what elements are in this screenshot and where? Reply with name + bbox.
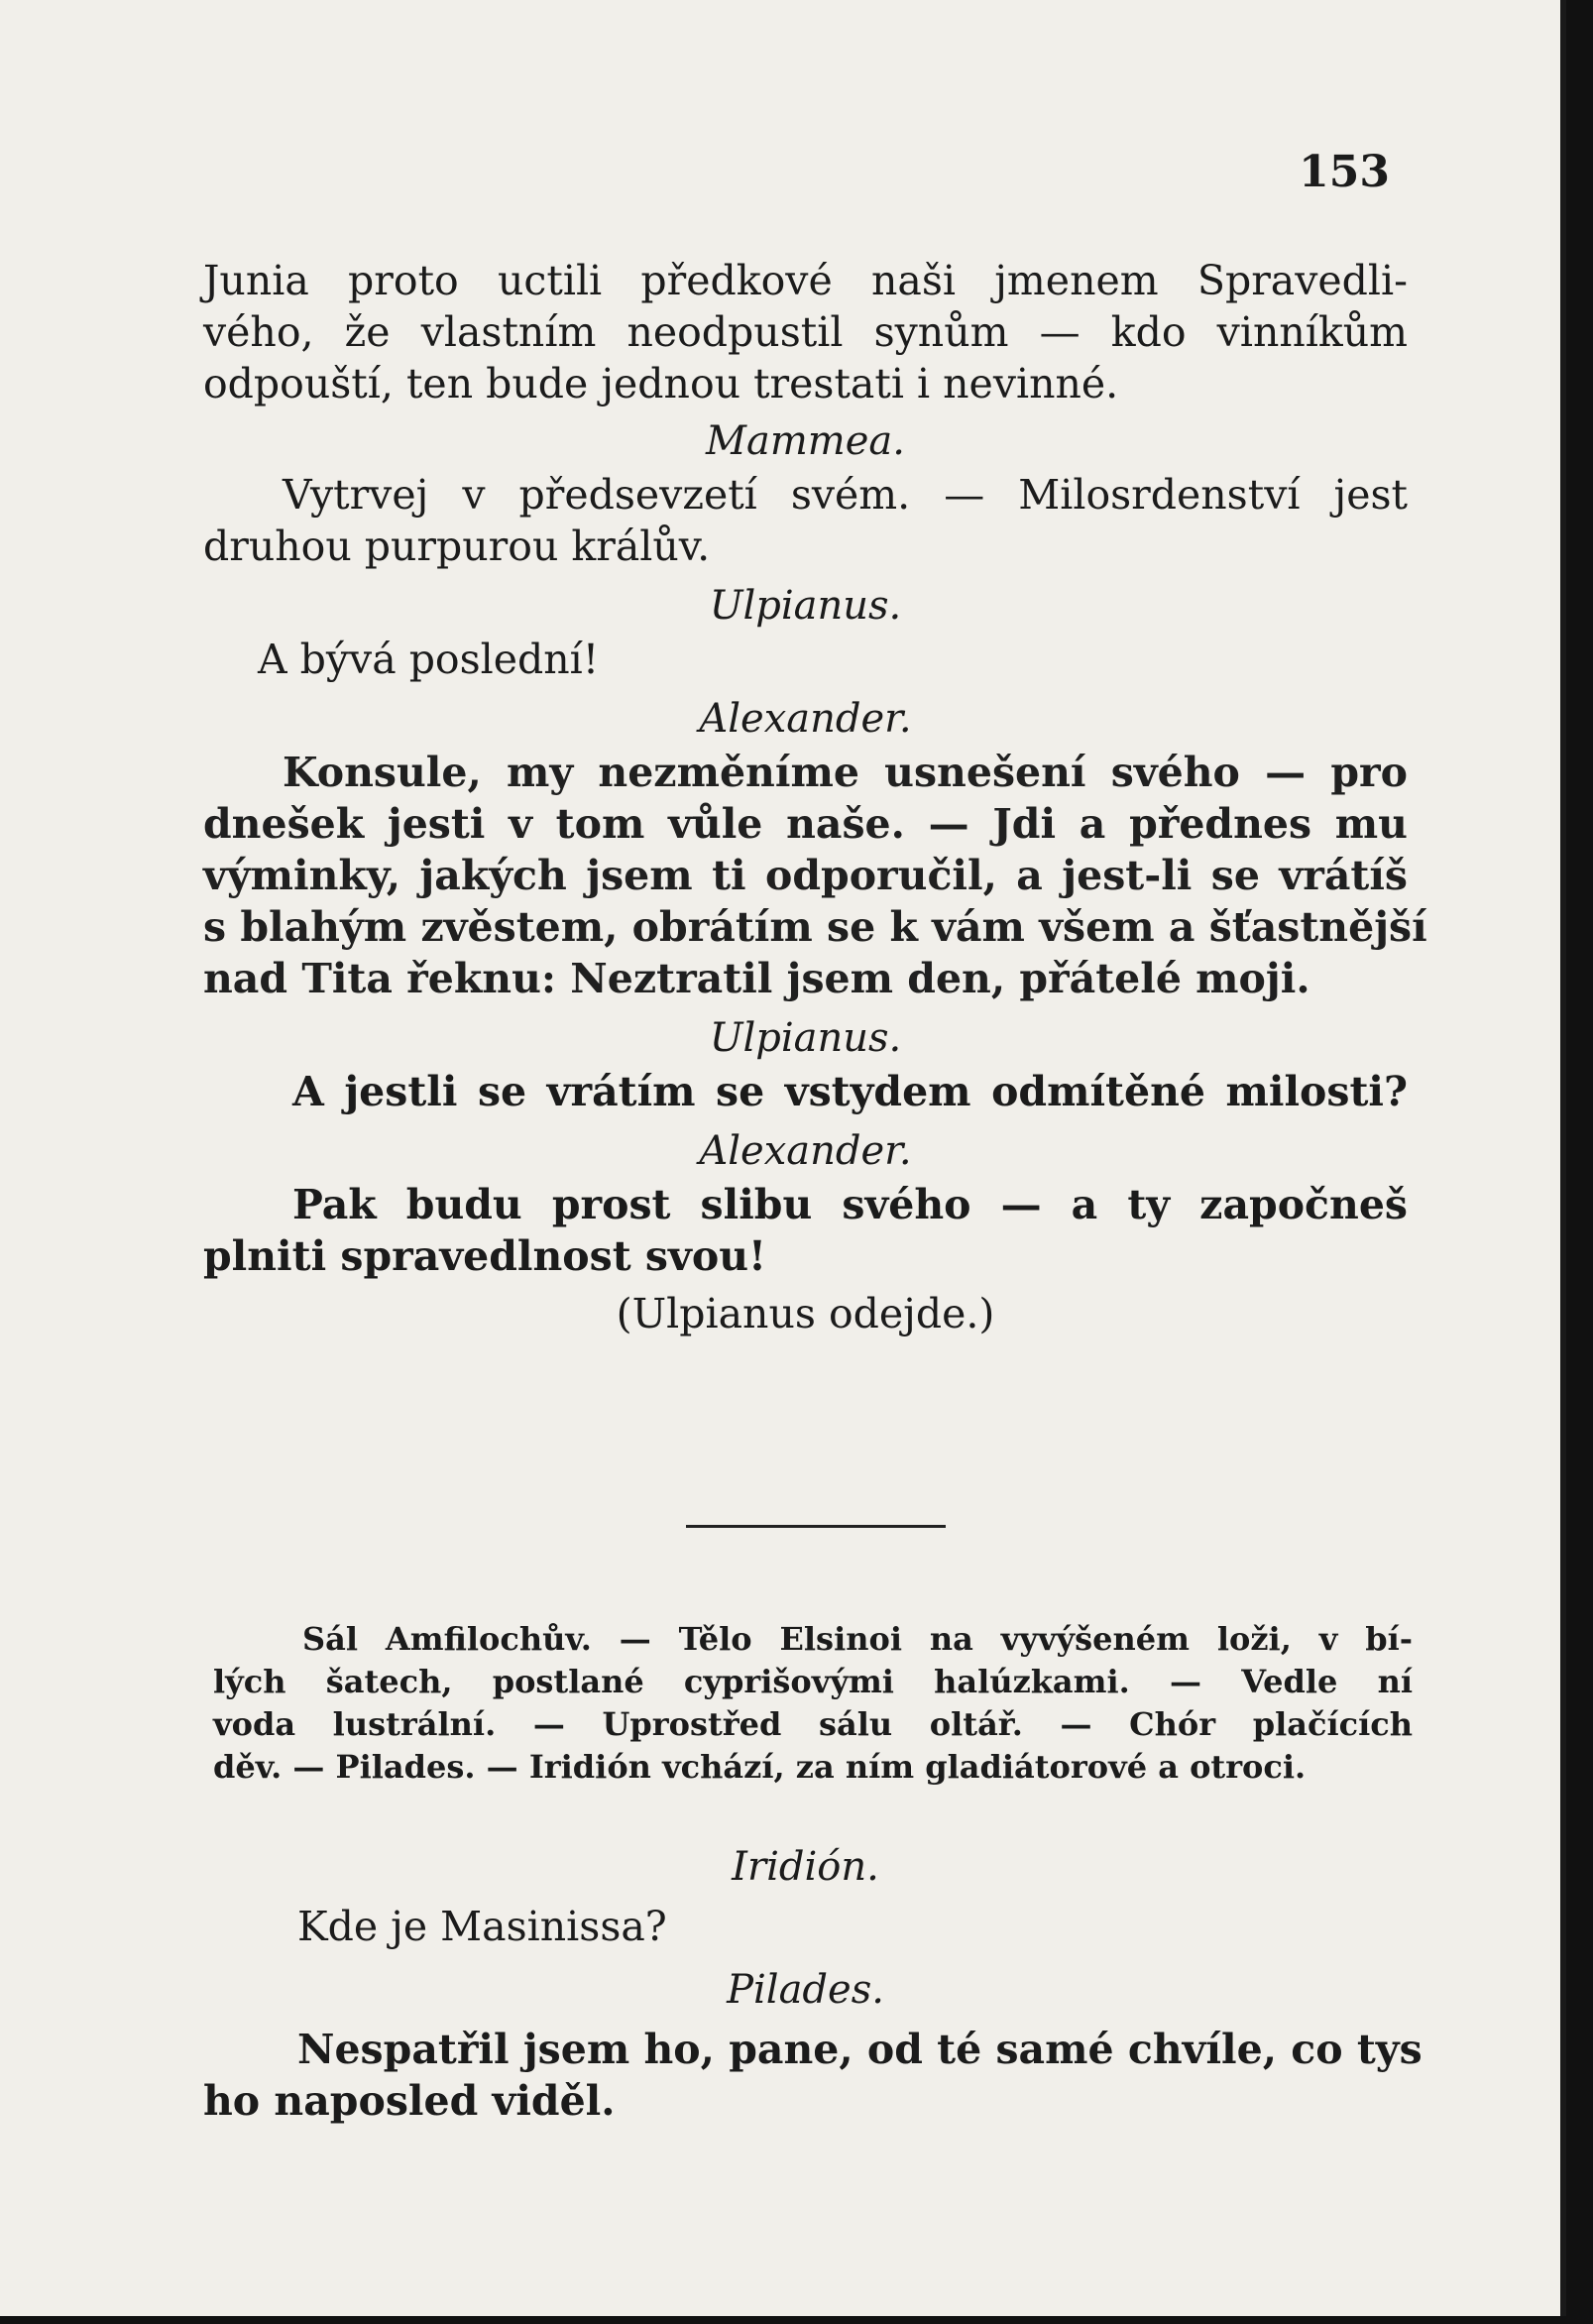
scene-description	[213, 1618, 1413, 1789]
dialogue-column-2	[203, 1839, 1422, 2127]
text-line: ho naposled viděl.	[203, 2077, 616, 2125]
speaker-ulpianus: Ulpianus.	[709, 1015, 902, 1061]
speech-alexander	[203, 1179, 1408, 1282]
text-line: Vytrvej v předsevzetí svém. — Milosrdenství jest	[283, 471, 1408, 519]
speaker-ulpianus: Ulpianus.	[709, 583, 902, 629]
text-line: Sál Amfilochův. — Tělo Elsinoi na vyvýšeném loži, v bí-	[302, 1620, 1413, 1658]
text-line: druhou purpurou králův.	[203, 523, 711, 570]
speaker-mammea: Mammea.	[706, 418, 905, 464]
text-line: A jestli se vrátím se vstydem odmítěné milosti?	[292, 1068, 1408, 1115]
speech-alexander	[203, 747, 1427, 1004]
text-line: A bývá poslední!	[258, 636, 600, 683]
speech-mammea	[203, 469, 1408, 572]
text-line: Nespatřil jsem ho, pane, od té samé chvíle, co tys	[297, 2026, 1422, 2073]
text-line: s blahým zvěstem, obrátím se k vám všem a šťastnější	[203, 903, 1427, 951]
text-line: Pak budu prost slibu svého — a ty započneš	[292, 1181, 1408, 1228]
speech-ulpianus	[203, 1066, 1408, 1117]
text-line: Kde je Masinissa?	[297, 1903, 667, 1950]
speaker-iridion: Iridión.	[732, 1844, 879, 1890]
text-line: výminky, jakých jsem ti odporučil, a jest-li se vrátíš	[203, 852, 1408, 899]
text-line: lých šatech, postlané cyprišovými halúzkami. — Vedle ní	[213, 1663, 1413, 1700]
text-line: odpouští, ten bude jednou trestati i nevinné.	[203, 360, 1119, 407]
text-line: plniti spravedlnost svou!	[203, 1232, 766, 1280]
text-line: Junia proto uctili předkové naši jmenem Spravedli-	[203, 257, 1408, 304]
page-number: 153	[1299, 147, 1390, 197]
speech-ulpianus	[203, 634, 1408, 685]
section-divider	[686, 1525, 946, 1528]
text-line: nad Tita řeknu: Neztratil jsem den, přátelé moji.	[203, 955, 1310, 1002]
text-line: vého, že vlastním neodpustil synům — kdo vinníkům	[203, 308, 1408, 356]
stage-direction: (Ulpianus odejde.)	[616, 1290, 995, 1337]
text-line: dnešek jesti v tom vůle naše. — Jdi a přednes mu	[203, 800, 1408, 848]
speaker-alexander: Alexander.	[699, 1128, 912, 1174]
text-line: voda lustrální. — Uprostřed sálu oltář. — Chór plačících	[213, 1705, 1413, 1743]
speaker-alexander: Alexander.	[699, 696, 912, 742]
dialogue-column	[203, 255, 1427, 1341]
text-line: děv. — Pilades. — Iridión vchází, za ním gladiátorové a otroci.	[213, 1748, 1307, 1786]
speaker-pilades: Pilades.	[727, 1967, 884, 2013]
scene-direction	[213, 1618, 1413, 1789]
speech-junia-passage	[203, 255, 1408, 409]
speech-pilades	[203, 2024, 1422, 2127]
speech-iridion	[203, 1901, 1408, 1952]
text-line: Konsule, my nezměníme usnešení svého — pro	[283, 749, 1408, 796]
